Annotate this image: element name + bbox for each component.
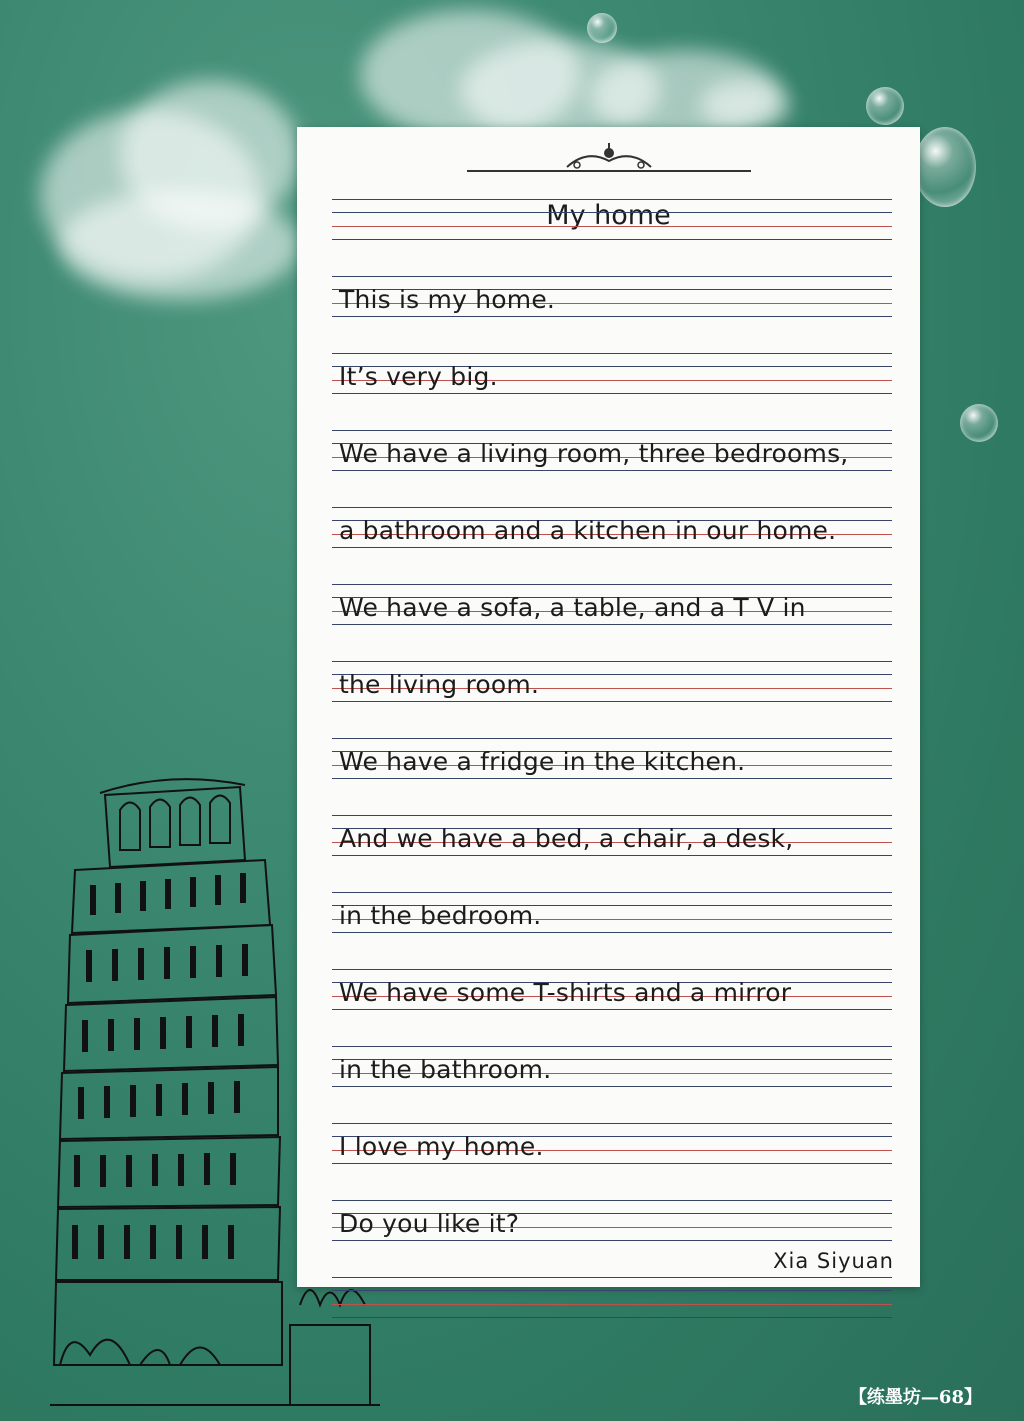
rule-line: [332, 1046, 892, 1047]
text-line: This is my home.: [339, 285, 556, 314]
rule-line: [332, 624, 892, 625]
rule-line: [332, 1200, 892, 1201]
rule-line: [332, 353, 892, 354]
signature: Xia Siyuan: [773, 1249, 894, 1273]
rule-line: [332, 276, 892, 277]
text-line: We have a sofa, a table, and a T V in: [339, 593, 806, 622]
rule-line: [332, 661, 892, 662]
rule-line: [332, 855, 892, 856]
rule-line: [332, 226, 892, 227]
rule-line: [332, 815, 892, 816]
text-line: We have a living room, three bedrooms,: [339, 439, 849, 468]
text-line: the living room.: [339, 670, 540, 699]
text-line: It’s very big.: [339, 362, 498, 391]
rule-line: [332, 239, 892, 240]
text-line: Do you like it?: [339, 1209, 520, 1238]
document-title: My home: [546, 200, 671, 231]
bubble-icon: [866, 87, 904, 125]
rule-line: [332, 892, 892, 893]
rule-line: [332, 507, 892, 508]
rule-line: [332, 701, 892, 702]
rule-line: [332, 738, 892, 739]
rule-line: [332, 778, 892, 779]
text-line: We have a fridge in the kitchen.: [339, 747, 746, 776]
bubble-icon: [587, 13, 617, 43]
rule-line: [332, 1240, 892, 1241]
rule-line: [332, 316, 892, 317]
rule-line: [332, 393, 892, 394]
rule-line: [332, 969, 892, 970]
text-line: I love my home.: [339, 1132, 544, 1161]
rule-line: [332, 1009, 892, 1010]
text-line: We have some T-shirts and a mirror: [339, 978, 792, 1007]
rule-line: [332, 430, 892, 431]
rule-line: [332, 584, 892, 585]
rule-line: [332, 932, 892, 933]
writing-paper: [297, 127, 920, 1287]
page-number-label: 【练墨坊—68】: [848, 1387, 982, 1408]
rule-line: [332, 212, 892, 213]
rule-line: [332, 1123, 892, 1124]
rule-line: [332, 470, 892, 471]
bubble-icon: [960, 404, 998, 442]
text-line: a bathroom and a kitchen in our home.: [339, 516, 837, 545]
rule-line: [332, 547, 892, 548]
rule-line: [332, 199, 892, 200]
rule-line: [332, 1290, 892, 1291]
text-line: in the bedroom.: [339, 901, 542, 930]
rule-line: [332, 1277, 892, 1278]
rule-line: [332, 1317, 892, 1318]
text-line: in the bathroom.: [339, 1055, 552, 1084]
text-line: And we have a bed, a chair, a desk,: [339, 824, 794, 853]
rule-line: [332, 1086, 892, 1087]
rule-line: [332, 1163, 892, 1164]
rule-line: [332, 1304, 892, 1305]
ornament-divider-icon: [467, 139, 751, 179]
bubble-icon: [914, 127, 976, 207]
